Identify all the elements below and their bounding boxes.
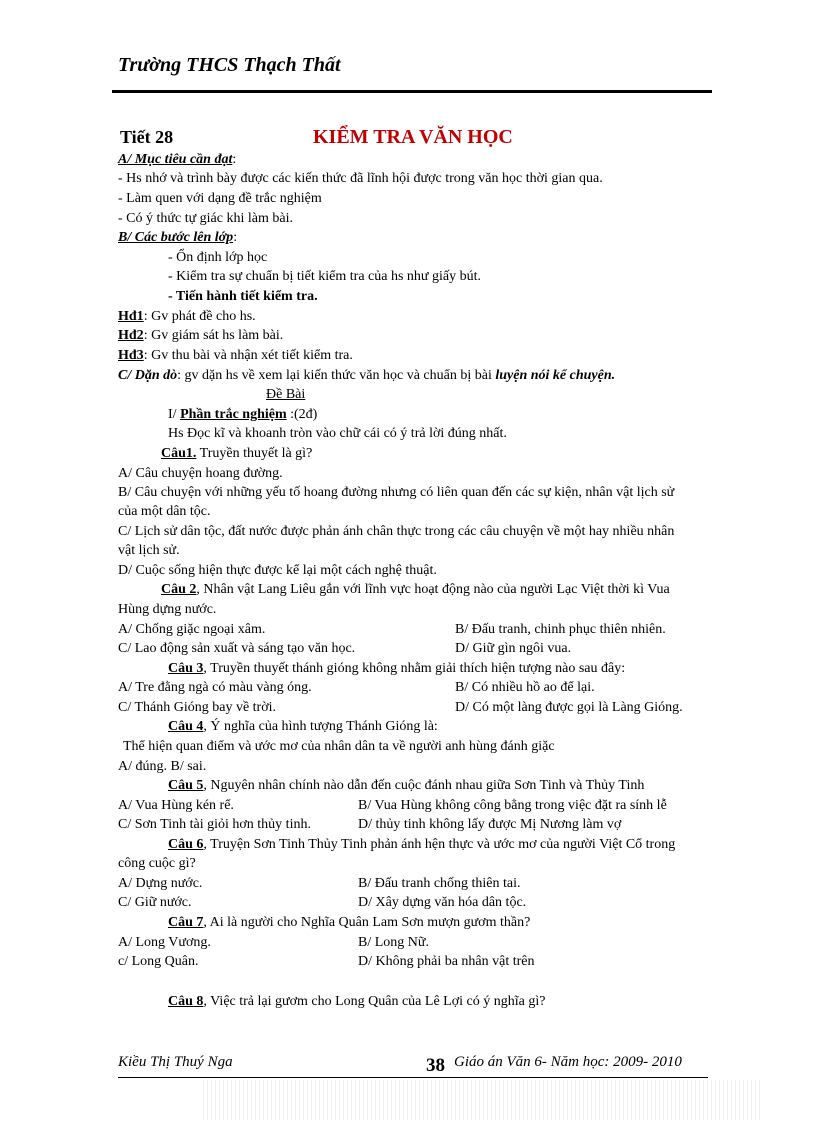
question-3	[168, 659, 625, 678]
question-text: , Ý nghĩa của hình tượng Thánh Gióng là:	[203, 719, 438, 734]
step-item: - Kiểm tra sự chuẩn bị tiết kiểm tra của hs như giấy bút.	[168, 269, 481, 284]
homework-line	[118, 366, 615, 385]
step-item-bold: - Tiến hành tiết kiểm tra.	[168, 289, 318, 304]
answer-b: B/ Đấu tranh chống thiên tai.	[358, 876, 521, 891]
activity-2	[118, 326, 283, 345]
answer-b: B/ Đấu tranh, chinh phục thiên nhiên.	[455, 622, 666, 637]
exam-part-line	[168, 405, 317, 424]
exam-instruction: Hs Đọc kĩ và khoanh tròn vào chữ cái có ý trả lời đúng nhất.	[168, 426, 507, 441]
answer-d: D/ Không phải ba nhân vật trên	[358, 954, 535, 969]
answer-c: C/ Thánh Gióng bay về trời.	[118, 700, 277, 715]
answer-c: C/ Giữ nước.	[118, 895, 192, 910]
question-6	[168, 835, 675, 854]
steps-heading: B/ Các bước lên lớp	[118, 230, 234, 245]
answer-a: A/ Dựng nước.	[118, 876, 203, 891]
objective-item: - Có ý thức tự giác khi làm bài.	[118, 211, 293, 226]
question-text: , Ai là người cho Nghĩa Quân Lam Sơn mượn gươm thần?	[203, 915, 531, 930]
part-points: :(2đ)	[286, 407, 318, 422]
answer-c: c/ Long Quân.	[118, 954, 199, 969]
question-label: Câu 5	[168, 778, 204, 793]
question-5	[168, 776, 644, 795]
question-text: , Việc trả lại gươm cho Long Quân của Lê Lợi có ý nghĩa gì?	[203, 994, 546, 1009]
footer-author: Kiều Thị Thuý Nga	[118, 1054, 233, 1070]
activity-text: : Gv thu bài và nhận xét tiết kiểm tra.	[143, 348, 353, 363]
objectives-heading: A/ Mục tiêu cần đạt	[118, 152, 233, 167]
question-label: Câu1.	[161, 446, 197, 461]
answer-d: D/ Giữ gìn ngôi vua.	[455, 641, 572, 656]
part-label: Phần trắc nghiệm	[180, 407, 287, 422]
activity-label: Hđ2	[118, 328, 144, 343]
question-text: Truyền thuyết là gì?	[196, 446, 313, 461]
answer-true-false: A/ đúng. B/ sai.	[118, 759, 207, 774]
steps-heading-line	[118, 228, 237, 247]
question-2-cont: Hùng dựng nước.	[118, 602, 217, 617]
question-label: Câu 4	[168, 719, 204, 734]
objective-item: - Làm quen với dạng đề trắc nghiệm	[118, 191, 322, 206]
answer-a: A/ Long Vương.	[118, 935, 211, 950]
step-item: - Ổn định lớp học	[168, 250, 268, 265]
answer-b: B/ Câu chuyện với những yếu tố hoang đường nhưng có liên quan đến các sự kiện, nhân vật lịch sử	[118, 485, 675, 500]
question-text: , Nguyên nhân chính nào dẫn đến cuộc đánh nhau giữa Sơn Tinh và Thủy Tinh	[203, 778, 645, 793]
homework-emphasis: luyện nói kể chuyện.	[495, 368, 616, 383]
answer-d: D/ thủy tinh không lấy được Mị Nương làm vợ	[358, 817, 622, 832]
objectives-heading-line	[118, 150, 236, 169]
question-label: Câu 6	[168, 837, 204, 852]
question-text: , Truyền thuyết thánh gióng không nhằm giải thích hiện tượng nào sau đây:	[203, 661, 626, 676]
question-8	[168, 992, 545, 1011]
lesson-title: KIỂM TRA VĂN HỌC	[313, 126, 513, 148]
lesson-number: Tiết 28	[120, 127, 174, 147]
footer-course: Giáo án Văn 6- Năm học: 2009- 2010	[454, 1054, 682, 1070]
activity-1	[118, 307, 256, 326]
question-label: Câu 2	[161, 582, 197, 597]
homework-label: C/ Dặn dò	[118, 368, 178, 383]
exam-heading: Đề Bài	[266, 387, 306, 402]
school-header: Trường THCS Thạch Thất	[118, 54, 341, 76]
question-4	[168, 717, 438, 736]
activity-3	[118, 346, 353, 365]
answer-a: A/ Tre đằng ngà có màu vàng óng.	[118, 680, 312, 695]
answer-c-cont: vật lịch sử.	[118, 543, 180, 558]
question-2	[161, 580, 670, 599]
activity-text: : Gv giám sát hs làm bài.	[143, 328, 284, 343]
answer-d: D/ Cuộc sống hiện thực được kể lại một cách nghệ thuật.	[118, 563, 437, 578]
page-number: 38	[426, 1055, 445, 1076]
answer-d: D/ Xây dựng văn hóa dân tộc.	[358, 895, 527, 910]
activity-label: Hđ1	[118, 309, 144, 324]
activity-label: Hđ3	[118, 348, 144, 363]
scan-shading	[200, 1080, 760, 1120]
answer-b-cont: của một dân tộc.	[118, 504, 211, 519]
header-divider	[112, 90, 712, 93]
question-text: , Nhân vật Lang Liêu gắn với lĩnh vực hoạt động nào của người Lạc Việt thời kì Vua	[196, 582, 670, 597]
question-label: Câu 7	[168, 915, 204, 930]
answer-c: C/ Lịch sử dân tộc, đất nước được phản ánh chân thực trong các câu chuyện về một hay nhiều nhân	[118, 524, 675, 539]
question-7	[168, 913, 530, 932]
footer-divider	[118, 1077, 708, 1078]
answer-c: C/ Sơn Tinh tài giỏi hơn thủy tinh.	[118, 817, 311, 832]
answer-a: A/ Vua Hùng kén rể.	[118, 798, 234, 813]
answer-a: A/ Câu chuyện hoang đường.	[118, 466, 283, 481]
answer-b: B/ Có nhiều hồ ao để lại.	[455, 680, 595, 695]
answer-c: C/ Lao động sản xuất và sáng tạo văn học.	[118, 641, 356, 656]
question-label: Câu 3	[168, 661, 204, 676]
homework-text: : gv dặn hs về xem lại kiến thức văn học và chuẩn bị bài	[177, 368, 496, 383]
answer-b: B/ Long Nữ.	[358, 935, 429, 950]
activity-text: : Gv phát đề cho hs.	[143, 309, 256, 324]
part-prefix: I/	[168, 407, 181, 422]
answer-b: B/ Vua Hùng không công bằng trong việc đặt ra sính lễ	[358, 798, 667, 813]
objective-item: - Hs nhớ và trình bày được các kiến thức đã lĩnh hội được trong văn học thời gian qua.	[118, 171, 603, 186]
question-text: , Truyện Sơn Tinh Thủy Tinh phản ánh hện thực và ước mơ của người Việt Cổ trong	[203, 837, 676, 852]
question-6-cont: công cuộc gì?	[118, 856, 196, 871]
question-1	[161, 444, 312, 463]
steps-colon: :	[233, 230, 238, 245]
question-label: Câu 8	[168, 994, 204, 1009]
answer-a: A/ Chống giặc ngoại xâm.	[118, 622, 266, 637]
objectives-colon: :	[232, 152, 237, 167]
answer-d: D/ Có một làng được gọi là Làng Gióng.	[455, 700, 683, 715]
question-4-statement: Thể hiện quan điểm và ước mơ của nhân dân ta về người anh hùng đánh giặc	[123, 739, 555, 754]
